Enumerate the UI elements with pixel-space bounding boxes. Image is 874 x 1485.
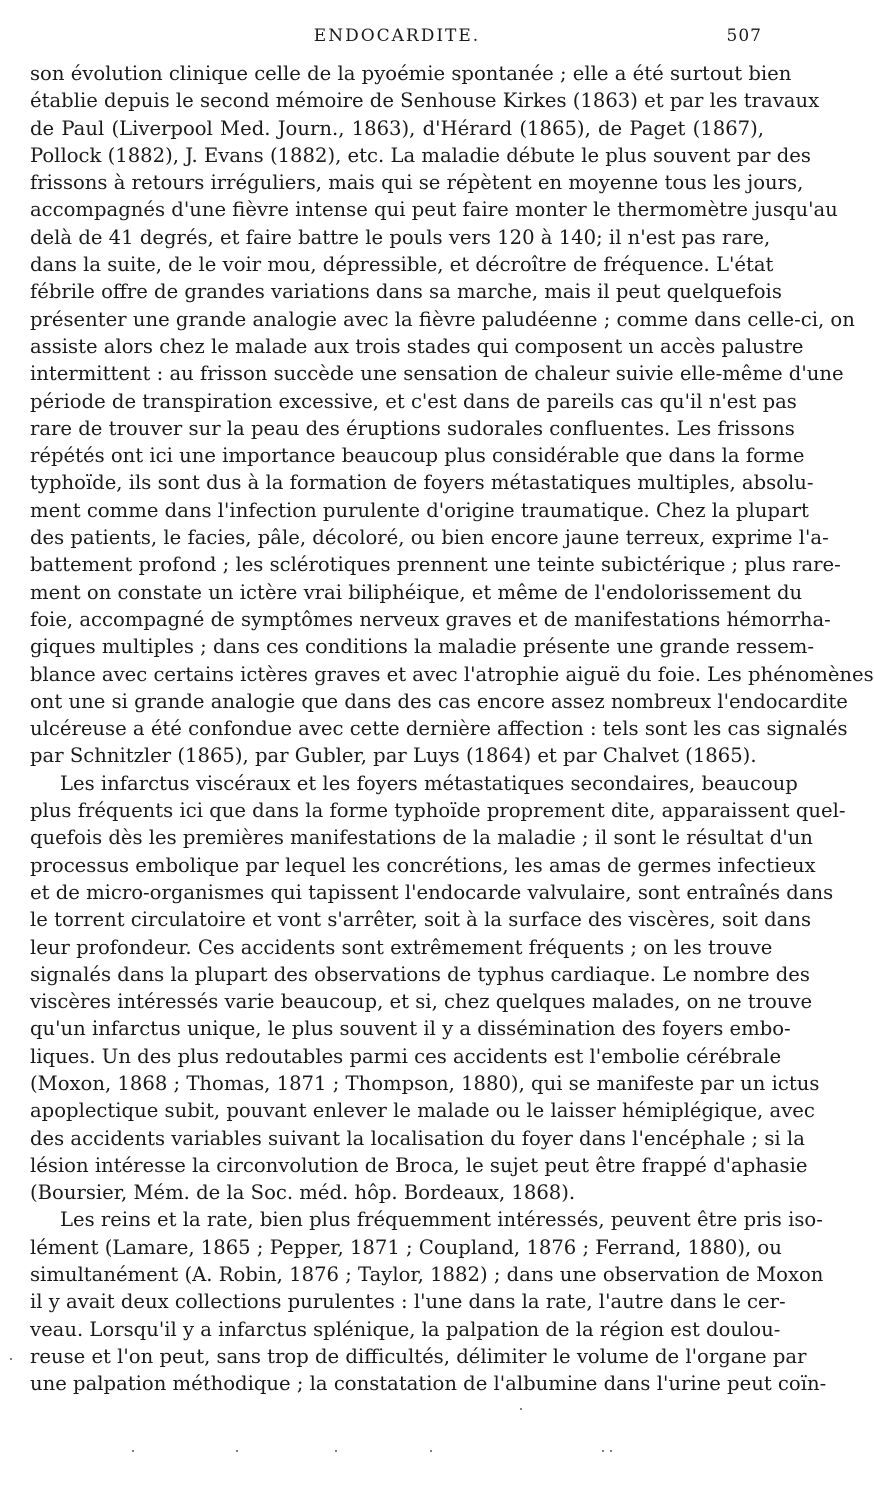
text-line: veau. Lorsqu'il y a infarctus splénique, la palpation de la région est doulou- [30, 1317, 781, 1341]
text-line: et de micro-organismes qui tapissent l'endocarde valvulaire, sont entraînés dans [30, 880, 834, 904]
text-line: ment on constate un ictère vrai biliphéique, et même de l'endolorissement du [30, 580, 803, 604]
text-line: lésion intéresse la circonvolution de Broca, le sujet peut être frappé d'aphasie [30, 1153, 808, 1177]
text-line: simultanément (A. Robin, 1876 ; Taylor, 1882) ; dans une observation de Moxon [30, 1263, 824, 1287]
text-line: viscères intéressés varie beaucoup, et si, chez quelques malades, on ne trouve [30, 990, 813, 1014]
speck [602, 1450, 604, 1452]
page [30, 26, 874, 1398]
text-line: assiste alors chez le malade aux trois stades qui composent un accès palustre [30, 334, 804, 358]
text-line: reuse et l'on peut, sans trop de difficultés, délimiter le volume de l'organe par [30, 1344, 807, 1368]
speck [236, 1450, 238, 1452]
text-line: giques multiples ; dans ces conditions la maladie présente une grande ressem- [30, 635, 814, 659]
text-line: plus fréquents ici que dans la forme typhoïde proprement dite, apparaissent quel- [30, 799, 846, 823]
text-line: répétés ont ici une importance beaucoup plus considérable que dans la forme [30, 444, 805, 468]
scan-specks [0, 1440, 800, 1460]
text-line: leur profondeur. Ces accidents sont extrêmement fréquents ; on les trouve [30, 935, 773, 959]
paragraph [30, 1206, 827, 1397]
speck [132, 1450, 134, 1452]
text-line: signalés dans la plupart des observations de typhus cardiaque. Le nombre des [30, 962, 810, 986]
text-line: apoplectique subit, pouvant enlever le malade ou le laisser hémiplégique, avec [30, 1099, 815, 1123]
paragraph [30, 770, 846, 1207]
text-line: fébrile offre de grandes variations dans sa marche, mais il peut quelquefois [30, 280, 782, 304]
page-number: 507 [726, 26, 762, 46]
text-line: blance avec certains ictères graves et avec l'atrophie aiguë du foie. Les phénomènes [30, 662, 874, 686]
text-line: Les infarctus viscéraux et les foyers métastatiques secondaires, beaucoup [60, 771, 798, 795]
text-line: qu'un infarctus unique, le plus souvent il y a dissémination des foyers embo- [30, 1017, 791, 1041]
speck [610, 1450, 612, 1452]
text-line: foie, accompagné de symptômes nerveux graves et de manifestations hémorrha- [30, 607, 831, 631]
text-line: ulcéreuse a été confondue avec cette dernière affection : tels sont les cas signalés [30, 717, 848, 741]
text-line: lément (Lamare, 1865 ; Pepper, 1871 ; Coupland, 1876 ; Ferrand, 1880), ou [30, 1235, 782, 1259]
text-line: il y avait deux collections purulentes : l'une dans la rate, l'autre dans le cer- [30, 1290, 786, 1314]
text-line: présenter une grande analogie avec la fièvre paludéenne ; comme dans celle-ci, on [30, 307, 855, 331]
running-title: ENDOCARDITE. [313, 26, 481, 46]
text-line: battement profond ; les sclérotiques prennent une teinte subictérique ; plus rare- [30, 553, 841, 577]
text-line: ont une si grande analogie que dans des cas encore assez nombreux l'endocardite [30, 689, 848, 713]
speck [430, 1450, 432, 1452]
text-line: frissons à retours irréguliers, mais qui se répètent en moyenne tous les jours, [30, 171, 804, 195]
text-line: intermittent : au frisson succède une sensation de chaleur suivie elle-même d'une [30, 362, 844, 386]
text-line: des accidents variables suivant la localisation du foyer dans l'encéphale ; si la [30, 1126, 805, 1150]
text-line: (Boursier, Mém. de la Soc. méd. hôp. Bordeaux, 1868). [30, 1181, 576, 1205]
text-line: liques. Un des plus redoutables parmi ces accidents est l'embolie cérébrale [30, 1044, 782, 1068]
text-line: Les reins et la rate, bien plus fréquemment intéressés, peuvent être pris iso- [60, 1208, 823, 1232]
speck [10, 1358, 12, 1360]
text-line: une palpation méthodique ; la constatation de l'albumine dans l'urine peut coïn- [30, 1372, 827, 1396]
text-line: le torrent circulatoire et vont s'arrêter, soit à la surface des viscères, soit dans [30, 908, 812, 932]
text-line: accompagnés d'une fièvre intense qui peut faire monter le thermomètre jusqu'au [30, 198, 838, 222]
text-line: de Paul (Liverpool Med. Journ., 1863), d'Hérard (1865), de Paget (1867), [30, 116, 764, 140]
body-text [30, 60, 874, 1398]
text-line: période de transpiration excessive, et c'est dans de pareils cas qu'il n'est pas [30, 389, 797, 413]
text-line: son évolution clinique celle de la pyoémie spontanée ; elle a été surtout bien [30, 62, 792, 85]
text-line: dans la suite, de le voir mou, dépressible, et décroître de fréquence. L'état [30, 253, 774, 277]
text-line: quefois dès les premières manifestations de la maladie ; il sont le résultat d'un [30, 826, 813, 850]
text-line: établie depuis le second mémoire de Senhouse Kirkes (1863) et par les travaux [30, 89, 820, 113]
text-line: processus embolique par lequel les concrétions, les amas de germes infectieux [30, 853, 816, 877]
running-header [30, 26, 764, 54]
text-line: des patients, le facies, pâle, décoloré, ou bien encore jaune terreux, exprime l'a- [30, 526, 829, 550]
text-line: delà de 41 degrés, et faire battre le pouls vers 120 à 140; il n'est pas rare, [30, 225, 771, 249]
paragraph [30, 60, 874, 770]
text-line: par Schnitzler (1865), par Gubler, par Luys (1864) et par Chalvet (1865). [30, 744, 757, 768]
text-line: Pollock (1882), J. Evans (1882), etc. La maladie débute le plus souvent par des [30, 143, 811, 167]
speck [335, 1450, 337, 1452]
speck [520, 1408, 522, 1410]
text-line: ment comme dans l'infection purulente d'origine traumatique. Chez la plupart [30, 498, 809, 522]
text-line: typhoïde, ils sont dus à la formation de foyers métastatiques multiples, absolu- [30, 471, 814, 495]
text-line: (Moxon, 1868 ; Thomas, 1871 ; Thompson, 1880), qui se manifeste par un ictus [30, 1071, 820, 1095]
text-line: rare de trouver sur la peau des éruptions sudorales confluentes. Les frissons [30, 416, 795, 440]
